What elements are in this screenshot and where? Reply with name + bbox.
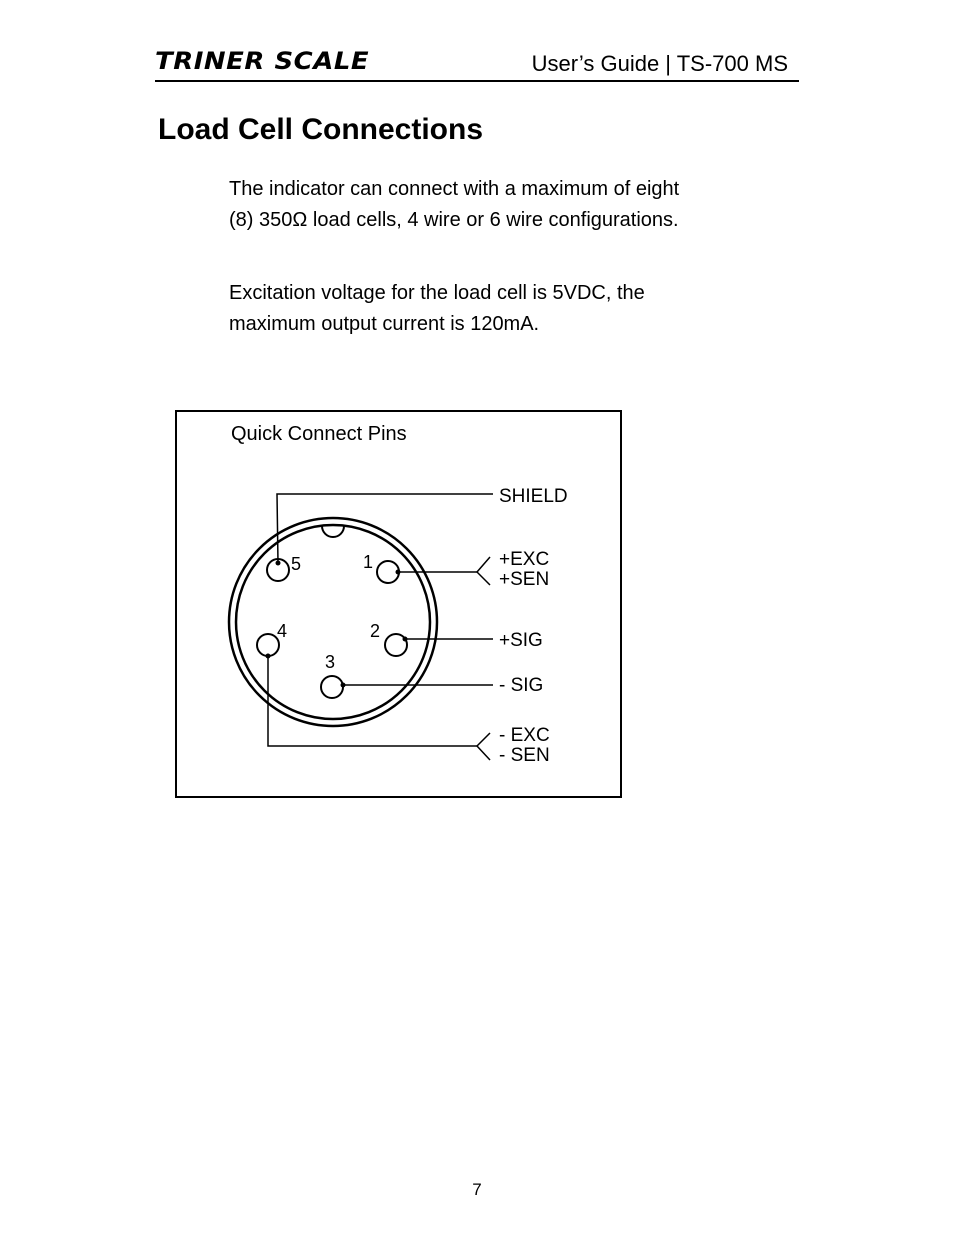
quick-connect-figure [175, 410, 622, 798]
pin-number-3: 3 [325, 652, 336, 672]
pin-3 [321, 676, 343, 698]
pin-number-4: 4 [277, 621, 288, 641]
label-shield: SHIELD [499, 486, 568, 507]
exc-pos-split [477, 557, 490, 585]
label-sig-pos: +SIG [499, 630, 543, 651]
pin-4 [257, 634, 279, 656]
pin-number-2: 2 [370, 621, 381, 641]
label-sig-neg: - SIG [499, 675, 544, 696]
exc-neg-split [477, 733, 490, 760]
label-sen-neg: - SEN [499, 745, 550, 766]
pin-number-5: 5 [291, 554, 302, 574]
pin-number-1: 1 [363, 552, 374, 572]
label-sen-pos: +SEN [499, 569, 550, 590]
exc-neg-wire [268, 656, 477, 746]
figure-caption: Quick Connect Pins [231, 423, 407, 445]
connector-diagram [177, 412, 620, 796]
section-title: Load Cell Connections [158, 113, 484, 146]
connector-key-notch [322, 526, 344, 537]
label-exc-pos: +EXC [499, 549, 550, 570]
paragraph-load-cells: The indicator can connect with a maximum of eight (8) 350Ω load cells, 4 wire or 6 wire configurations. [229, 178, 680, 231]
label-exc-neg: - EXC [499, 725, 550, 746]
brand-logo: TRINER SCALE [155, 47, 370, 75]
guide-title: User’s Guide | TS-700 MS [531, 51, 788, 76]
page-header [155, 44, 799, 82]
page-number: 7 [472, 1180, 482, 1199]
paragraph-excitation: Excitation voltage for the load cell is 5VDC, the maximum output current is 120mA. [229, 282, 645, 335]
